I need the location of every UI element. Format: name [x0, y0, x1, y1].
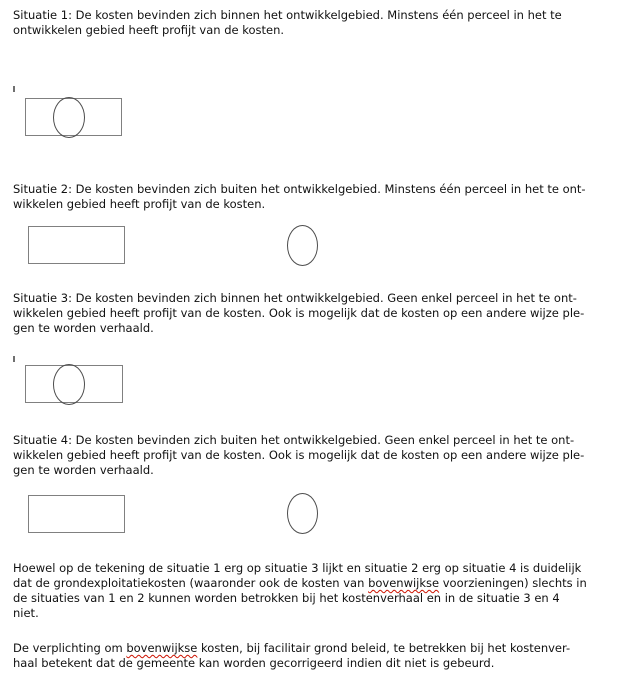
text-line — [13, 656, 636, 671]
paragraph-toelichting — [13, 561, 636, 621]
paragraph-text: wikkelen gebied heeft profijt van de kosten. Ook is mogelijk dat de kosten op een andere wijze ple- — [13, 448, 585, 462]
paragraph-text: haal betekent dat de gemeente kan worden gecorrigeerd indien dit niet is gebeurd. — [13, 656, 495, 670]
paragraph-text: kosten, bij facilitair grond beleid, te betrekken bij het kostenver- — [197, 641, 571, 655]
paragraph-text: Situatie 2: De kosten bevinden zich buiten het ontwikkelgebied. Minstens één perceel in het te ont- — [13, 182, 586, 196]
text-line — [13, 591, 636, 606]
paragraph-text: ontwikkelen gebied heeft profijt van de kosten. — [13, 23, 285, 37]
text-line — [13, 463, 636, 478]
paragraph-text: Situatie 3: De kosten bevinden zich binnen het ontwikkelgebied. Geen enkel perceel in het te ont- — [13, 291, 577, 305]
paragraph-text: Situatie 1: De kosten bevinden zich binnen het ontwikkelgebied. Minstens één perceel in het te — [13, 8, 562, 22]
text-line — [13, 197, 636, 212]
text-line — [13, 321, 636, 336]
text-line — [13, 306, 636, 321]
paragraph-text: gen te worden verhaald. — [13, 463, 154, 477]
paragraph-situatie-4 — [13, 433, 636, 478]
text-line — [13, 182, 636, 197]
text-line — [13, 433, 636, 448]
paragraph-text: de situaties van 1 en 2 kunnen worden betrokken bij het kostenverhaal en in de situatie 3 en 4 — [13, 591, 560, 605]
paragraph-text: wikkelen gebied heeft profijt van de kosten. — [13, 197, 266, 211]
paragraph-verplichting — [13, 641, 636, 671]
text-line — [13, 606, 636, 621]
misspelled-word: bovenwijkse — [126, 641, 198, 655]
text-line — [13, 576, 636, 591]
paragraph-text: voorzieningen) slechts in — [439, 576, 587, 590]
paragraph-text: dat de grondexploitatiekosten (waaronder ook de kosten van — [13, 576, 369, 590]
kosten-ellipse — [53, 97, 85, 138]
paragraph-text: Hoewel op de tekening de situatie 1 erg op situatie 3 lijkt en situatie 2 erg op situatie 4 is duidelijk — [13, 561, 582, 575]
text-line — [13, 448, 636, 463]
text-line — [13, 8, 636, 23]
text-line — [13, 561, 636, 576]
ontwikkelgebied-rect — [28, 495, 125, 533]
paragraph-situatie-1 — [13, 8, 636, 38]
paragraph-situatie-2 — [13, 182, 636, 212]
text-line — [13, 291, 636, 306]
kosten-ellipse — [287, 225, 318, 266]
text-line — [13, 641, 636, 656]
ontwikkelgebied-rect — [28, 226, 125, 264]
paragraph-text: gen te worden verhaald. — [13, 321, 154, 335]
kosten-ellipse — [287, 493, 318, 534]
text-line — [13, 23, 636, 38]
paragraph-text: Situatie 4: De kosten bevinden zich buiten het ontwikkelgebied. Geen enkel perceel in het te ont- — [13, 433, 575, 447]
misspelled-word: bovenwijkse — [368, 576, 440, 590]
paragraph-text: niet. — [13, 606, 39, 620]
cursor-tick — [13, 86, 15, 92]
paragraph-text: wikkelen gebied heeft profijt van de kosten. Ook is mogelijk dat de kosten op een andere wijze ple- — [13, 306, 585, 320]
paragraph-text: De verplichting om — [13, 641, 127, 655]
paragraph-situatie-3 — [13, 291, 636, 336]
cursor-tick — [13, 356, 15, 362]
kosten-ellipse — [53, 364, 85, 405]
